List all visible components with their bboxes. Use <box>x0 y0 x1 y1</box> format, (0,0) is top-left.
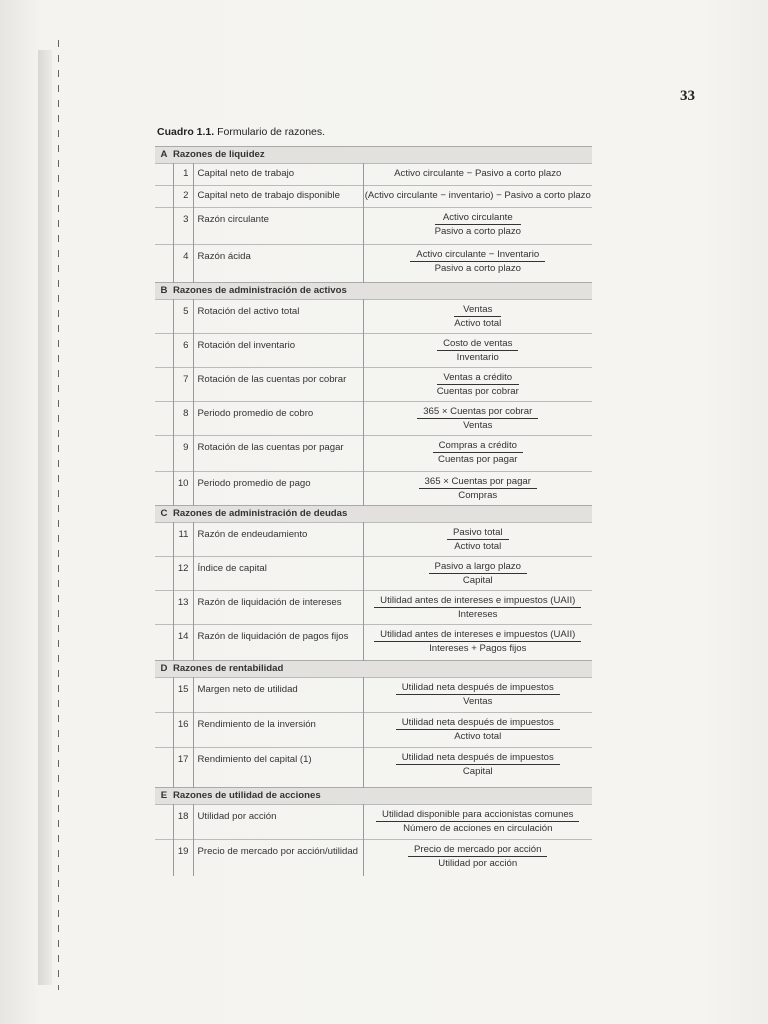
ratio-name: Capital neto de trabajo <box>197 168 295 179</box>
row-number: 9 <box>183 442 189 453</box>
section-title: Razones de administración de activos <box>173 283 592 300</box>
fraction-numerator: Utilidad antes de intereses e impuestos (UAII) <box>374 595 581 608</box>
ratio-name: Rotación de las cuentas por cobrar <box>197 374 347 385</box>
ratio-name: Rotación de las cuentas por pagar <box>197 442 344 453</box>
row-number: 10 <box>177 478 189 489</box>
section-letter: D <box>155 661 173 678</box>
ratio-fraction <box>419 476 537 502</box>
fraction-numerator: Utilidad neta después de impuestos <box>396 752 560 765</box>
row-number: 11 <box>178 529 189 540</box>
table-row <box>155 748 592 788</box>
ratio-fraction <box>437 372 519 398</box>
section-header <box>155 147 592 164</box>
table-caption <box>157 126 325 138</box>
ratio-name: Margen neto de utilidad <box>197 684 298 695</box>
table-row <box>155 208 592 245</box>
table-row <box>155 245 592 283</box>
table-row <box>155 436 592 472</box>
ratio-name: Utilidad por acción <box>197 811 277 822</box>
fraction-denominator: Capital <box>462 575 493 586</box>
ratio-name: Rendimiento de la inversión <box>197 719 316 730</box>
section-header <box>155 661 592 678</box>
fraction-numerator: 365 × Cuentas por cobrar <box>417 406 538 419</box>
ratio-fraction <box>437 338 518 364</box>
row-number: 2 <box>183 190 189 201</box>
section-header <box>155 788 592 805</box>
fraction-numerator: Activo circulante <box>435 212 521 225</box>
row-number: 7 <box>183 374 189 385</box>
page-number: 33 <box>680 88 695 104</box>
ratio-fraction <box>396 682 560 708</box>
row-number: 14 <box>177 631 189 642</box>
fraction-denominator: Ventas <box>463 696 493 707</box>
binding-perforation <box>58 40 59 990</box>
ratio-name: Rotación del activo total <box>197 306 300 317</box>
fraction-numerator: Utilidad neta después de impuestos <box>396 717 560 730</box>
ratio-name: Precio de mercado por acción/utilidad <box>197 846 359 857</box>
fraction-denominator: Compras <box>458 490 498 501</box>
table-row <box>155 557 592 591</box>
fraction-denominator: Activo total <box>454 541 502 552</box>
table-row <box>155 300 592 334</box>
row-number: 13 <box>177 597 189 608</box>
fraction-numerator: Utilidad disponible para accionistas comunes <box>376 809 579 822</box>
ratio-fraction <box>454 304 501 330</box>
table-row <box>155 840 592 876</box>
fraction-denominator: Intereses + Pagos fijos <box>429 643 527 654</box>
row-number: 18 <box>177 811 189 822</box>
fraction-denominator: Intereses <box>458 609 498 620</box>
ratio-fraction <box>417 406 538 432</box>
fraction-denominator: Cuentas por cobrar <box>436 386 519 397</box>
fraction-numerator: Compras a crédito <box>433 440 523 453</box>
section-letter: C <box>155 506 173 523</box>
table-row <box>155 402 592 436</box>
row-number: 15 <box>177 684 189 695</box>
ratio-fraction <box>396 717 560 743</box>
section-letter: A <box>155 147 173 164</box>
section-header <box>155 283 592 300</box>
section-title: Razones de administración de deudas <box>173 506 592 523</box>
table-row <box>155 523 592 557</box>
ratio-fraction <box>447 527 509 553</box>
ratio-fraction <box>374 629 581 655</box>
row-number: 3 <box>183 214 189 225</box>
row-number: 16 <box>177 719 189 730</box>
ratios-table <box>155 146 592 876</box>
fraction-denominator: Activo total <box>454 731 502 742</box>
fraction-numerator: Pasivo a largo plazo <box>429 561 527 574</box>
ratio-name: Razón de liquidación de intereses <box>197 597 342 608</box>
ratio-name: Razón circulante <box>197 214 269 225</box>
table-row <box>155 678 592 713</box>
ratio-fraction <box>429 561 527 587</box>
row-number: 5 <box>183 306 189 317</box>
caption-text: Formulario de razones. <box>214 126 326 138</box>
ratio-fraction <box>376 809 579 835</box>
row-number: 19 <box>177 846 189 857</box>
fraction-numerator: Costo de ventas <box>437 338 518 351</box>
fraction-numerator: Pasivo total <box>447 527 509 540</box>
fraction-numerator: Utilidad neta después de impuestos <box>396 682 560 695</box>
table-row <box>155 625 592 661</box>
ratio-fraction <box>374 595 581 621</box>
ratio-name: Rendimiento del capital (1) <box>197 754 312 765</box>
table-row <box>155 334 592 368</box>
fraction-denominator: Pasivo a corto plazo <box>434 226 521 237</box>
fraction-numerator: Precio de mercado por acción <box>408 844 547 857</box>
ratio-name: Periodo promedio de cobro <box>197 408 314 419</box>
ratio-name: Razón de endeudamiento <box>197 529 308 540</box>
section-letter: E <box>155 788 173 805</box>
fraction-denominator: Ventas <box>463 420 493 431</box>
fraction-denominator: Capital <box>462 766 493 777</box>
fraction-denominator: Activo total <box>454 318 502 329</box>
ratio-name: Periodo promedio de pago <box>197 478 311 489</box>
table-row <box>155 164 592 186</box>
fraction-numerator: Activo circulante − Inventario <box>410 249 545 262</box>
fraction-denominator: Número de acciones en circulación <box>403 823 553 834</box>
ratio-name: Razón ácida <box>197 251 251 262</box>
section-title: Razones de rentabilidad <box>173 661 592 678</box>
ratio-fraction <box>433 440 523 466</box>
table-row <box>155 368 592 402</box>
fraction-denominator: Pasivo a corto plazo <box>434 263 521 274</box>
section-header <box>155 506 592 523</box>
table-row <box>155 472 592 506</box>
ratio-name: Capital neto de trabajo disponible <box>197 190 340 201</box>
ratio-fraction <box>410 249 545 275</box>
row-number: 17 <box>177 754 189 765</box>
ratio-name: Razón de liquidación de pagos fijos <box>197 631 349 642</box>
ratio-fraction <box>435 212 521 238</box>
section-title: Razones de liquidez <box>173 147 592 164</box>
ratio-fraction <box>408 844 547 870</box>
caption-label: Cuadro 1.1. <box>157 126 215 138</box>
fraction-numerator: 365 × Cuentas por pagar <box>419 476 537 489</box>
fraction-denominator: Inventario <box>456 352 499 363</box>
section-letter: B <box>155 283 173 300</box>
fraction-numerator: Ventas a crédito <box>437 372 519 385</box>
row-number: 1 <box>183 168 189 179</box>
fraction-denominator: Utilidad por acción <box>438 858 518 869</box>
table-row <box>155 186 592 208</box>
page-binding-shadow <box>38 50 52 985</box>
row-number: 12 <box>177 563 189 574</box>
row-number: 4 <box>183 251 189 262</box>
fraction-denominator: Cuentas por pagar <box>438 454 518 465</box>
fraction-numerator: Ventas <box>454 304 501 317</box>
fraction-numerator: Utilidad antes de intereses e impuestos (UAII) <box>374 629 581 642</box>
ratio-name: Rotación del inventario <box>197 340 296 351</box>
table-row <box>155 805 592 840</box>
ratio-fraction <box>396 752 560 778</box>
table-row <box>155 591 592 625</box>
ratio-formula: Activo circulante − Pasivo a corto plazo <box>394 168 562 179</box>
table-row <box>155 713 592 748</box>
ratio-name: Índice de capital <box>197 563 267 574</box>
row-number: 6 <box>183 340 189 351</box>
ratio-formula: (Activo circulante − inventario) − Pasivo a corto plazo <box>364 190 591 201</box>
row-number: 8 <box>183 408 189 419</box>
section-title: Razones de utilidad de acciones <box>173 788 592 805</box>
